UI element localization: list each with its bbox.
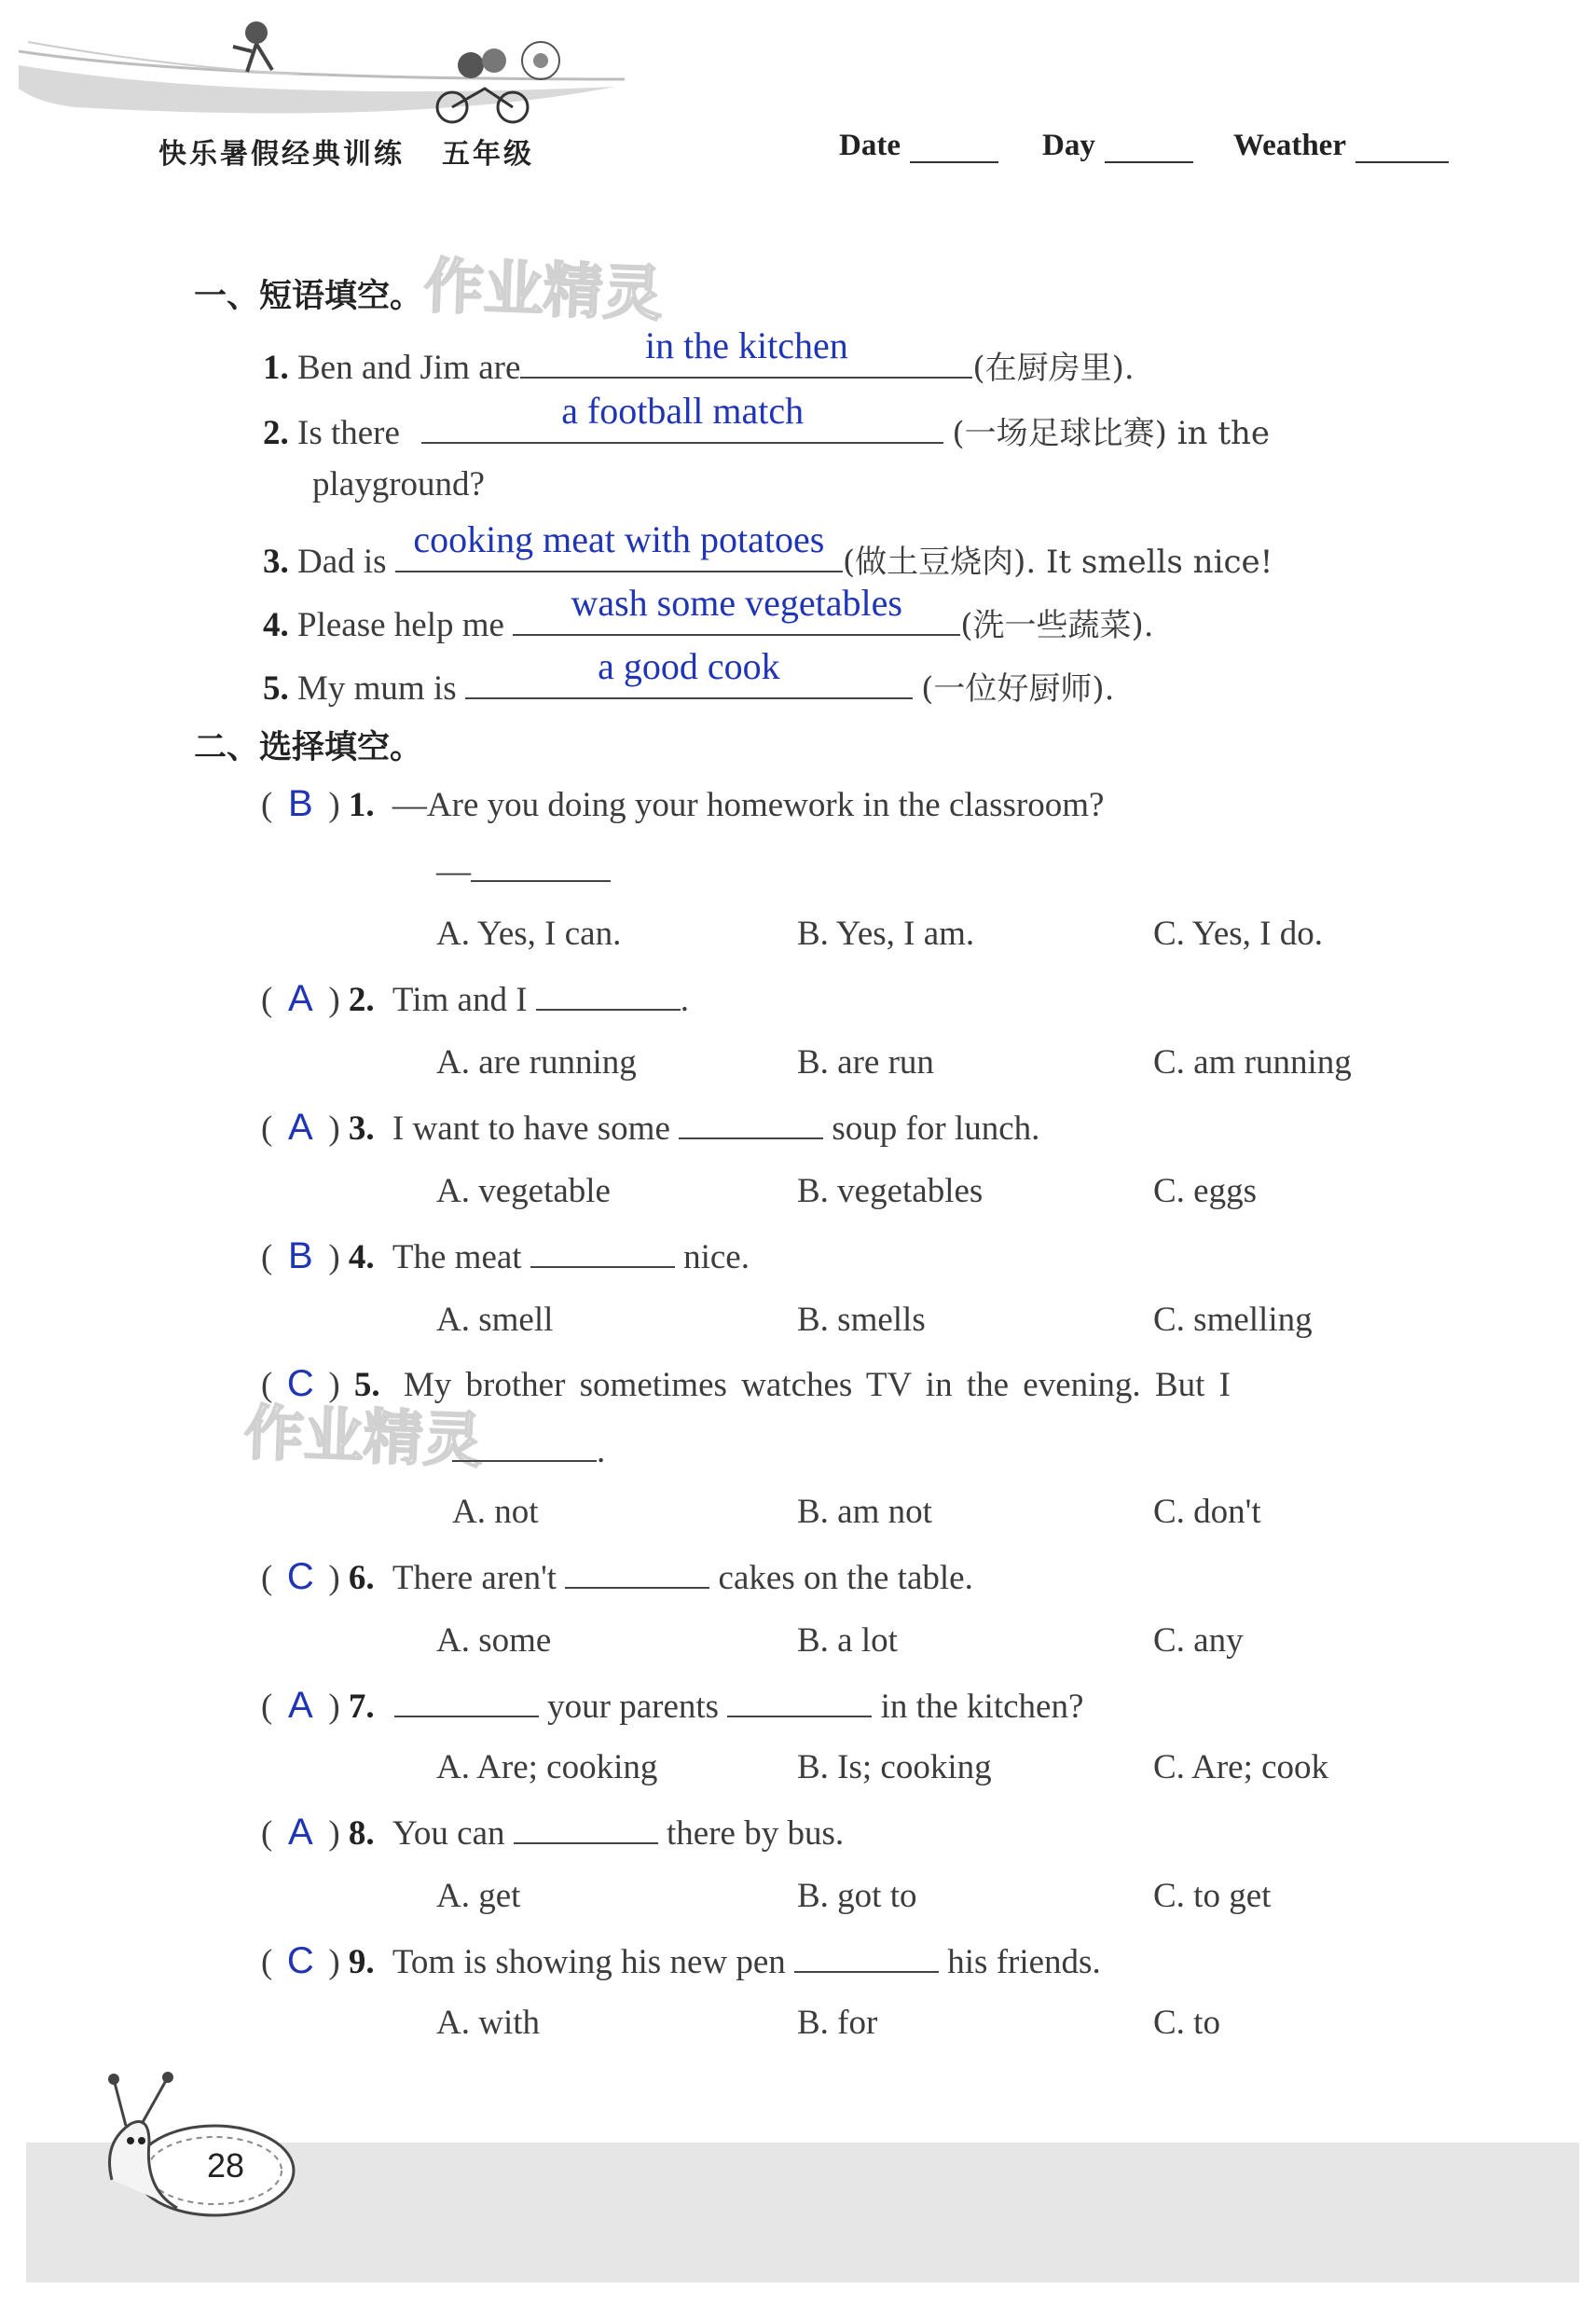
choice-answer: C (286, 1556, 314, 1597)
answer-blank: cooking meat with potatoes (395, 530, 843, 572)
option-c: C. any (1153, 1621, 1244, 1660)
snail-icon (93, 2068, 308, 2226)
header-illustration (19, 14, 634, 131)
option-c: C. to get (1153, 1877, 1272, 1915)
date-field: Date (839, 129, 998, 163)
day-field: Day (1042, 129, 1193, 163)
choice-question: ( B ) 1. —Are you doing your homework in the classroom? (261, 783, 1105, 824)
option-a: A. some (436, 1621, 552, 1660)
choice-question: ( A ) 3. I want to have some soup for lunch. (261, 1107, 1040, 1148)
option-b: B. a lot (797, 1621, 898, 1660)
option-c: C. smelling (1153, 1301, 1313, 1339)
option-b: B. am not (797, 1493, 932, 1531)
option-c: C. Yes, I do. (1153, 915, 1323, 953)
choice-question-continuation: . (452, 1428, 605, 1471)
option-b: B. are run (797, 1043, 934, 1082)
answer-blank: a good cook (465, 656, 913, 699)
option-a: A. not (452, 1493, 539, 1531)
section-title-multiple-choice: 二、选择填空。 (194, 729, 423, 766)
answer-blank: wash some vegetables (513, 593, 960, 636)
answer-blank: a football match (421, 401, 943, 444)
phrase-item-continuation: playground? (312, 465, 485, 503)
page-number: 28 (207, 2146, 245, 2185)
option-b: B. Is; cooking (797, 1748, 992, 1786)
option-a: A. smell (436, 1301, 554, 1339)
grade-label: 五年级 (442, 138, 534, 171)
choice-question: ( A ) 2. Tim and I . (261, 978, 690, 1019)
choice-answer: B (287, 1235, 313, 1276)
watermark: 作业精灵 (422, 252, 665, 330)
choice-answer: C (286, 1363, 314, 1404)
option-b: B. for (797, 2004, 878, 2042)
choice-question: ( A ) 8. You can there by bus. (261, 1812, 845, 1853)
option-c: C. am running (1153, 1043, 1352, 1082)
phrase-item: 4. Please help me wash some vegetables (洗一些蔬菜). (263, 582, 1154, 644)
choice-answer: A (287, 1107, 313, 1148)
choice-question: ( C ) 6. There aren't cakes on the table. (261, 1556, 973, 1597)
answer-blank: in the kitchen (520, 336, 972, 379)
option-c: C. Are; cook (1153, 1748, 1329, 1786)
weather-field: Weather (1233, 129, 1449, 163)
choice-answer: A (287, 1685, 313, 1726)
option-a: A. with (436, 2004, 540, 2042)
phrase-item: 1. Ben and Jim are in the kitchen (在厨房里). (263, 324, 1135, 387)
option-a: A. Yes, I can. (436, 915, 622, 953)
choice-question: ( A ) 7. your parents in the kitchen? (261, 1685, 1084, 1726)
option-b: B. vegetables (797, 1172, 984, 1210)
option-c: C. don't (1153, 1493, 1261, 1531)
option-a: A. get (436, 1877, 521, 1915)
option-b: B. Yes, I am. (797, 915, 975, 953)
choice-question: ( C ) 9. Tom is showing his new pen his friends. (261, 1940, 1101, 1981)
choice-question: ( B ) 4. The meat nice. (261, 1235, 750, 1276)
option-c: C. eggs (1153, 1172, 1257, 1210)
phrase-item: 3. Dad is cooking meat with potatoes (做土豆烧肉). It smells nice! (263, 518, 1273, 581)
option-c: C. to (1153, 2004, 1220, 2042)
phrase-item: 5. My mum is a good cook (一位好厨师). (263, 645, 1115, 708)
choice-answer: B (287, 783, 313, 824)
option-a: A. are running (436, 1043, 637, 1082)
watermark: 作业精灵 (242, 1399, 485, 1477)
choice-question-continuation: — (436, 848, 611, 891)
option-a: A. Are; cooking (436, 1748, 658, 1786)
choice-answer: A (287, 978, 313, 1019)
choice-answer: A (287, 1812, 313, 1853)
section-title-phrase-fill: 一、短语填空。 (194, 278, 423, 315)
choice-answer: C (286, 1940, 314, 1981)
option-b: B. smells (797, 1301, 926, 1339)
phrase-item: 2. Is there a football match (一场足球比赛) in the (263, 390, 1271, 452)
option-b: B. got to (797, 1877, 917, 1915)
book-title: 快乐暑假经典训练 五年级 (158, 138, 534, 171)
option-a: A. vegetable (436, 1172, 611, 1210)
choice-question: ( C ) 5. My brother sometimes watches TV in the evening. But I (261, 1363, 1231, 1404)
